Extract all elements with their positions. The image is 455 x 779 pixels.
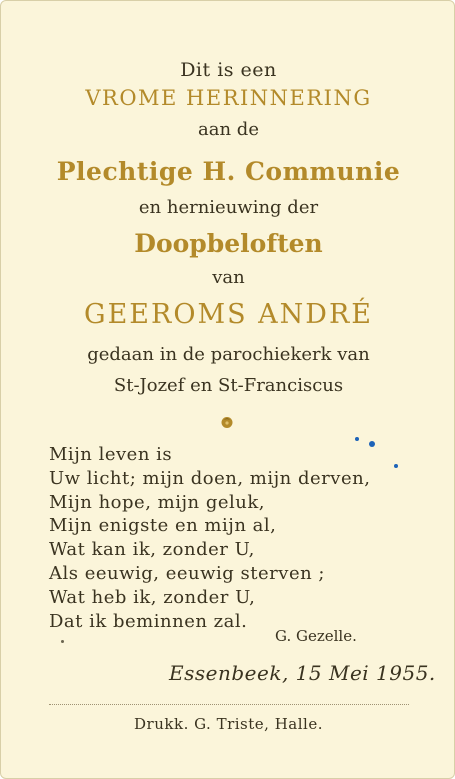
connector-van: van [212, 267, 245, 288]
poem-line: Wat heb ik, zonder U, [49, 586, 256, 608]
poem-line: Mijn hope, mijn geluk, [49, 491, 266, 513]
poem-line: Wat kan ik, zonder U, [49, 539, 255, 561]
poem-line: Uw licht; mijn doen, mijn derven, [49, 467, 371, 489]
place-date: Essenbeek, 15 Mei 1955. [169, 661, 436, 685]
printer-credit: Drukk. G. Triste, Halle. [134, 715, 323, 733]
ink-speck [355, 437, 359, 441]
heading-communie: Plechtige H. Communie [56, 157, 401, 186]
dirt-speck [61, 640, 64, 643]
title-vrome-herinnering: VROME HERINNERING [85, 86, 372, 110]
ink-speck [369, 441, 375, 447]
rose-ornament-icon [220, 415, 234, 429]
poem-author: G. Gezelle. [275, 627, 357, 645]
ink-speck [394, 464, 398, 468]
poem-line: Mijn leven is [49, 444, 173, 465]
connector-hernieuwing: en hernieuwing der [138, 197, 319, 218]
connector-aan-de: aan de [198, 119, 259, 140]
parish-line: gedaan in de parochiekerk van [87, 344, 370, 365]
parish-name: St-Jozef en St-Franciscus [113, 375, 344, 396]
poem [49, 444, 370, 634]
person-name: GEEROMS ANDRÉ [84, 299, 373, 330]
intro-line: Dit is een [180, 59, 277, 81]
poem-line: Dat ik beminnen zal. [49, 610, 248, 632]
heading-doopbeloften: Doopbeloften [134, 229, 323, 258]
divider [49, 704, 409, 705]
poem-line: Mijn enigste en mijn al, [49, 515, 277, 537]
poem-line: Als eeuwig, eeuwig sterven ; [49, 562, 325, 584]
